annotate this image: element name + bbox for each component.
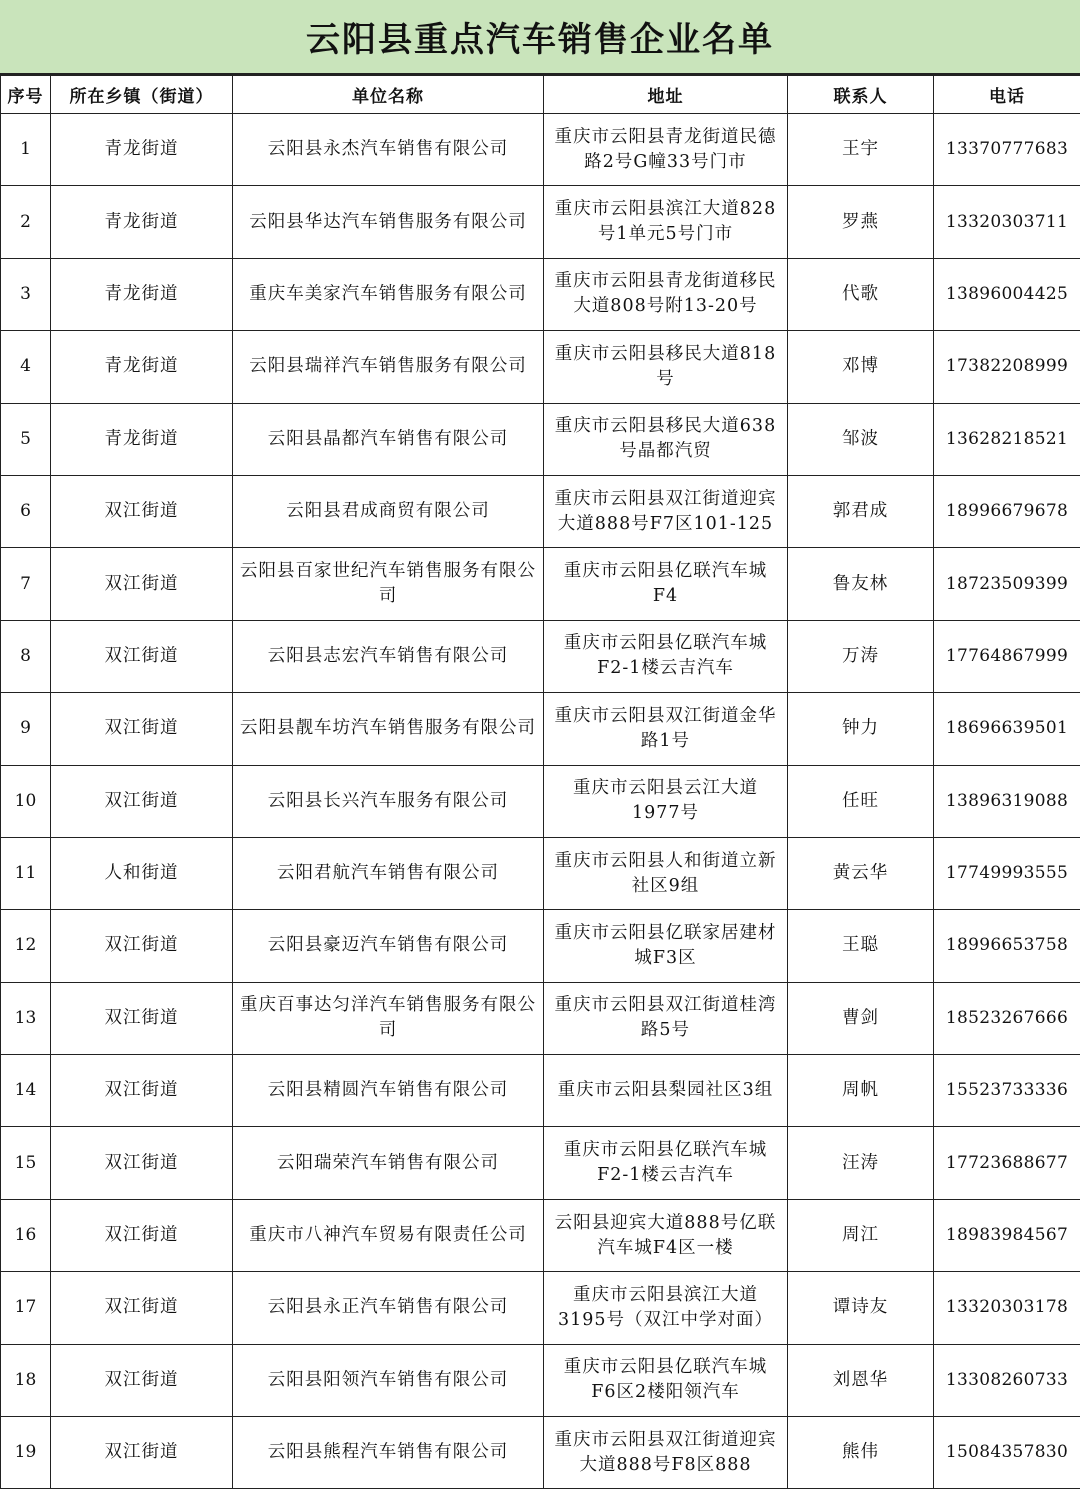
cell-address: 重庆市云阳县亿联汽车城F2-1楼云吉汽车 [544,620,788,692]
table-row [1,548,1080,620]
header-row [1,76,1080,114]
cell-no: 16 [1,1199,51,1271]
cell-unit: 云阳县豪迈汽车销售有限公司 [233,910,544,982]
cell-contact: 黄云华 [788,837,934,909]
header-no: 序号 [1,76,51,114]
cell-town: 青龙街道 [51,331,233,403]
cell-phone: 18723509399 [934,548,1080,620]
cell-unit: 云阳县晶都汽车销售有限公司 [233,403,544,475]
cell-town: 青龙街道 [51,114,233,186]
cell-unit: 云阳县百家世纪汽车销售服务有限公司 [233,548,544,620]
cell-unit: 云阳县瑞祥汽车销售服务有限公司 [233,331,544,403]
cell-phone: 15084357830 [934,1417,1080,1489]
cell-address: 重庆市云阳县亿联家居建材城F3区 [544,910,788,982]
cell-contact: 周帆 [788,1055,934,1127]
table-body [1,114,1080,1489]
cell-contact: 邹波 [788,403,934,475]
table-row [1,1272,1080,1344]
cell-no: 10 [1,765,51,837]
table-row [1,765,1080,837]
cell-no: 17 [1,1272,51,1344]
cell-town: 双江街道 [51,1127,233,1199]
cell-address: 重庆市云阳县人和街道立新社区9组 [544,837,788,909]
cell-unit: 云阳县君成商贸有限公司 [233,475,544,547]
cell-no: 1 [1,114,51,186]
cell-unit: 云阳县华达汽车销售服务有限公司 [233,186,544,258]
cell-address: 重庆市云阳县双江街道迎宾大道888号F8区888 [544,1417,788,1489]
cell-phone: 18523267666 [934,982,1080,1054]
cell-phone: 18983984567 [934,1199,1080,1271]
table-row [1,1127,1080,1199]
cell-no: 13 [1,982,51,1054]
cell-address: 重庆市云阳县梨园社区3组 [544,1055,788,1127]
cell-contact: 曹剑 [788,982,934,1054]
cell-no: 18 [1,1344,51,1416]
cell-contact: 万涛 [788,620,934,692]
cell-contact: 周江 [788,1199,934,1271]
table-row [1,910,1080,982]
cell-unit: 云阳县长兴汽车服务有限公司 [233,765,544,837]
cell-town: 双江街道 [51,1272,233,1344]
cell-contact: 罗燕 [788,186,934,258]
cell-address: 重庆市云阳县青龙街道民德路2号G幢33号门市 [544,114,788,186]
table-row [1,186,1080,258]
cell-no: 6 [1,475,51,547]
cell-unit: 云阳县志宏汽车销售有限公司 [233,620,544,692]
cell-address: 重庆市云阳县亿联汽车城F4 [544,548,788,620]
cell-unit: 云阳县永正汽车销售有限公司 [233,1272,544,1344]
cell-town: 青龙街道 [51,186,233,258]
cell-contact: 王宇 [788,114,934,186]
cell-town: 双江街道 [51,1055,233,1127]
cell-phone: 17382208999 [934,331,1080,403]
header-unit: 单位名称 [233,76,544,114]
table-row [1,403,1080,475]
cell-no: 7 [1,548,51,620]
page-title: 云阳县重点汽车销售企业名单 [0,0,1080,75]
table-row [1,982,1080,1054]
cell-town: 双江街道 [51,620,233,692]
cell-town: 双江街道 [51,765,233,837]
cell-phone: 13628218521 [934,403,1080,475]
cell-no: 12 [1,910,51,982]
table-row [1,620,1080,692]
cell-phone: 13896319088 [934,765,1080,837]
cell-phone: 13370777683 [934,114,1080,186]
cell-contact: 钟力 [788,693,934,765]
cell-address: 重庆市云阳县亿联汽车城F6区2楼阳领汽车 [544,1344,788,1416]
cell-address: 重庆市云阳县移民大道818号 [544,331,788,403]
cell-phone: 18696639501 [934,693,1080,765]
cell-unit: 云阳瑞荣汽车销售有限公司 [233,1127,544,1199]
cell-address: 重庆市云阳县双江街道桂湾路5号 [544,982,788,1054]
table-row [1,837,1080,909]
table-row [1,693,1080,765]
cell-town: 双江街道 [51,910,233,982]
cell-no: 8 [1,620,51,692]
cell-phone: 15523733336 [934,1055,1080,1127]
cell-phone: 13896004425 [934,258,1080,330]
cell-unit: 重庆百事达匀洋汽车销售服务有限公司 [233,982,544,1054]
cell-address: 重庆市云阳县双江街道金华路1号 [544,693,788,765]
cell-phone: 13308260733 [934,1344,1080,1416]
cell-contact: 王聪 [788,910,934,982]
cell-no: 3 [1,258,51,330]
cell-town: 双江街道 [51,1417,233,1489]
cell-town: 青龙街道 [51,403,233,475]
cell-phone: 17749993555 [934,837,1080,909]
cell-town: 双江街道 [51,1344,233,1416]
cell-phone: 13320303178 [934,1272,1080,1344]
cell-town: 双江街道 [51,1199,233,1271]
cell-address: 云阳县迎宾大道888号亿联汽车城F4区一楼 [544,1199,788,1271]
cell-contact: 熊伟 [788,1417,934,1489]
cell-contact: 任旺 [788,765,934,837]
table-row [1,1199,1080,1271]
cell-contact: 谭诗友 [788,1272,934,1344]
header-address: 地址 [544,76,788,114]
cell-unit: 云阳县靓车坊汽车销售服务有限公司 [233,693,544,765]
cell-phone: 17764867999 [934,620,1080,692]
cell-contact: 邓博 [788,331,934,403]
cell-town: 青龙街道 [51,258,233,330]
cell-no: 5 [1,403,51,475]
cell-no: 4 [1,331,51,403]
cell-address: 重庆市云阳县亿联汽车城F2-1楼云吉汽车 [544,1127,788,1199]
cell-contact: 汪涛 [788,1127,934,1199]
table-row [1,1055,1080,1127]
cell-no: 9 [1,693,51,765]
header-town: 所在乡镇（街道） [51,76,233,114]
cell-address: 重庆市云阳县青龙街道移民大道808号附13-20号 [544,258,788,330]
cell-town: 双江街道 [51,548,233,620]
cell-no: 2 [1,186,51,258]
dealer-table [0,75,1080,1489]
cell-no: 15 [1,1127,51,1199]
cell-town: 双江街道 [51,475,233,547]
cell-unit: 重庆市八神汽车贸易有限责任公司 [233,1199,544,1271]
cell-unit: 重庆车美家汽车销售服务有限公司 [233,258,544,330]
cell-address: 重庆市云阳县滨江大道3195号（双江中学对面） [544,1272,788,1344]
cell-address: 重庆市云阳县双江街道迎宾大道888号F7区101-125 [544,475,788,547]
cell-unit: 云阳君航汽车销售有限公司 [233,837,544,909]
header-contact: 联系人 [788,76,934,114]
table-row [1,475,1080,547]
cell-contact: 刘恩华 [788,1344,934,1416]
cell-no: 19 [1,1417,51,1489]
header-phone: 电话 [934,76,1080,114]
cell-address: 重庆市云阳县滨江大道828号1单元5号门市 [544,186,788,258]
cell-contact: 代歌 [788,258,934,330]
table-row [1,258,1080,330]
cell-town: 人和街道 [51,837,233,909]
cell-unit: 云阳县阳领汽车销售有限公司 [233,1344,544,1416]
cell-town: 双江街道 [51,693,233,765]
cell-phone: 18996679678 [934,475,1080,547]
cell-address: 重庆市云阳县移民大道638号晶都汽贸 [544,403,788,475]
cell-no: 14 [1,1055,51,1127]
table-row [1,114,1080,186]
cell-unit: 云阳县精圆汽车销售有限公司 [233,1055,544,1127]
table-row [1,1417,1080,1489]
cell-phone: 17723688677 [934,1127,1080,1199]
cell-no: 11 [1,837,51,909]
table-row [1,331,1080,403]
cell-contact: 鲁友林 [788,548,934,620]
cell-phone: 13320303711 [934,186,1080,258]
cell-unit: 云阳县熊程汽车销售有限公司 [233,1417,544,1489]
table-row [1,1344,1080,1416]
cell-phone: 18996653758 [934,910,1080,982]
cell-unit: 云阳县永杰汽车销售有限公司 [233,114,544,186]
cell-town: 双江街道 [51,982,233,1054]
cell-address: 重庆市云阳县云江大道1977号 [544,765,788,837]
cell-contact: 郭君成 [788,475,934,547]
